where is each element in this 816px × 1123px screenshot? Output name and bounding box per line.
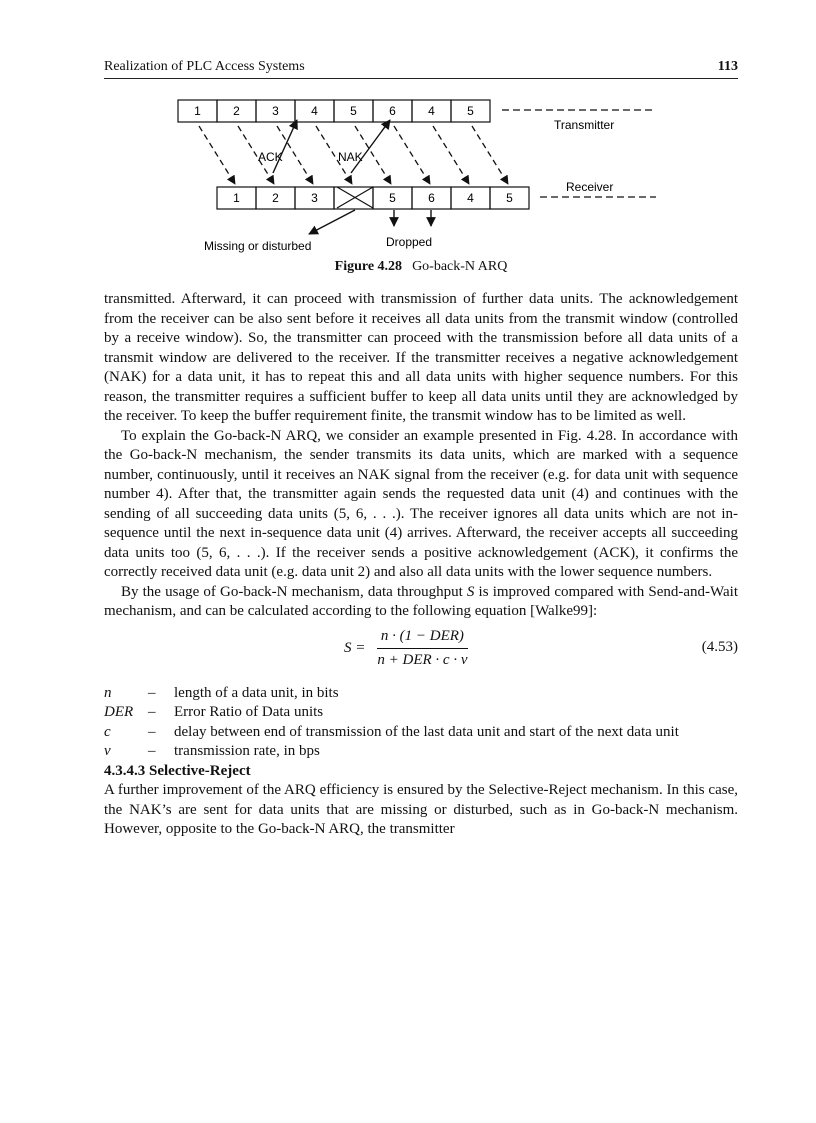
receiver-row	[217, 187, 529, 209]
data-unit-transmission-arrow	[433, 126, 469, 184]
paragraph-1: transmitted. Afterward, it can proceed with transmission of further data units. The acknowledgement from the receiver can be also sent before it receives all data units from the transmit window (controlled by a receive window). So, the transmitter can proceed with the transmission before all data units of a transmit window are delivered to the receiver. If the transmitter receives a negative acknowledgement (NAK) for a data unit, it has to repeat this and all data units with higher sequence numbers. For this reason, the transmitter requires a sufficient buffer to keep all data units until they are acknowledged by the receiver. To keep the buffer requirement finite, the transmit window has to be limited as well.	[104, 291, 738, 424]
missing-label: Missing or disturbed	[204, 239, 312, 253]
paragraph-4: A further improvement of the ARQ efficiency is ensured by the Selective-Reject mechanism. In this case, the NAK’s are sent for data units that are missing or disturbed, such as in Go-back-N mechanism. However, opposite to the Go-back-N ARQ, the transmitter	[104, 782, 738, 837]
receiver-cell-label: 3	[311, 191, 318, 205]
paragraph-3-part-2: is improved compared with Send-and-Wait mechanism, and can be calculated according to the following equation [Walke99]:	[104, 583, 738, 619]
caption-text: Go-back-N ARQ	[412, 259, 508, 274]
definition-text: length of a data unit, in bits	[174, 684, 339, 701]
missing-pointer-arrow	[309, 210, 355, 234]
receiver-cell-label: 5	[506, 191, 513, 205]
transmitter-cell-label: 4	[428, 104, 435, 118]
definition-text: Error Ratio of Data units	[174, 704, 324, 720]
caption-number: Figure 4.28	[334, 259, 403, 274]
definition-symbol: c	[104, 723, 111, 740]
figure-caption	[104, 259, 738, 275]
paragraph-3-part-1: By the usage of Go-back-N mechanism, data throughput	[121, 583, 467, 600]
equation-expression	[344, 626, 471, 672]
symbol-definitions	[104, 684, 738, 762]
go-back-n-diagram	[104, 90, 738, 260]
paragraph-2: To explain the Go-back-N ARQ, we consider an example presented in Fig. 4.28. In accordance with the Go-back-N mechanism, the sender transmits its data units, which are marked with a sequence number, continuously, until it receives an NAK signal from the receiver (e.g. for data unit with sequence number 4). After that, the transmitter again sends the requested data unit (4) and continues with the sending of all succeeding data units (5, 6, . . .). The receiver ignores all data units which are not in-sequence until the next in-sequence data unit (4) arrives. Afterward, the receiver accepts all succeeding data units too (5, 6, . . .). If the receiver sends a positive acknowledgement (ACK), it confirms the correctly received data unit (e.g. data unit 2) and also all data units with the lower sequence numbers.	[104, 427, 738, 580]
data-unit-transmission-arrow	[199, 126, 235, 184]
transmitter-cell-label: 5	[467, 104, 474, 118]
equation-4-53	[104, 626, 738, 676]
transmitter-row	[178, 100, 490, 122]
definition-dash: –	[148, 743, 156, 759]
definition-symbol: n	[104, 684, 112, 701]
equation-lhs: S =	[344, 639, 366, 656]
definition-row	[104, 742, 738, 762]
dropped-label: Dropped	[386, 235, 433, 249]
definition-row	[104, 684, 738, 704]
body-text	[104, 290, 738, 840]
receiver-cell-label: 1	[233, 191, 240, 205]
equation-fraction	[373, 627, 471, 671]
transmitter-cell-label: 4	[311, 104, 318, 118]
ack-arrow	[273, 120, 297, 173]
throughput-variable: S	[466, 583, 475, 600]
receiver-cell-label: 5	[389, 191, 396, 205]
transmitter-cell-label: 1	[194, 104, 201, 118]
page-number: 113	[717, 59, 738, 74]
ack-label: ACK	[258, 150, 283, 164]
receiver-label: Receiver	[566, 180, 614, 194]
data-unit-transmission-arrow	[472, 126, 508, 184]
running-title: Realization of PLC Access Systems	[104, 59, 305, 74]
data-unit-transmission-arrow	[394, 126, 430, 184]
definition-text: delay between end of transmission of the last data unit and start of the next data unit	[174, 723, 679, 740]
receiver-cell-label: 2	[272, 191, 279, 205]
transmitter-cell-label: 3	[272, 104, 279, 118]
definition-dash: –	[148, 723, 156, 740]
section-heading: 4.3.4.3 Selective-Reject	[104, 762, 251, 779]
transmitter-label: Transmitter	[554, 118, 615, 132]
paragraph-3	[104, 583, 738, 622]
definition-row	[104, 723, 738, 743]
definition-symbol: v	[104, 743, 111, 759]
transmitter-cell-label: 2	[233, 104, 240, 118]
equation-numerator: n · (1 − DER)	[377, 627, 468, 650]
receiver-cell-label: 4	[467, 191, 474, 205]
nak-label: NAK	[338, 150, 363, 164]
definition-symbol: DER	[104, 704, 134, 720]
transmitter-cell-label: 6	[389, 104, 396, 118]
definition-row	[104, 703, 738, 723]
definition-dash: –	[148, 684, 156, 701]
definition-dash: –	[148, 704, 156, 720]
transmitter-cell-label: 5	[350, 104, 357, 118]
go-back-n-figure	[104, 90, 738, 280]
equation-denominator: n + DER · c · v	[377, 652, 468, 668]
running-header	[104, 58, 738, 79]
equation-number: (4.53)	[701, 638, 738, 655]
definition-text: transmission rate, in bps	[174, 743, 320, 759]
receiver-cell-label: 6	[428, 191, 435, 205]
